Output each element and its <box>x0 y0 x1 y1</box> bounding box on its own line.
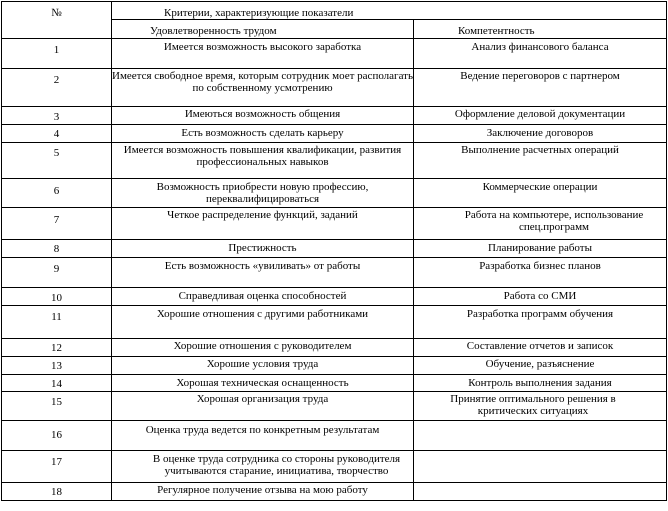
satisfaction-criterion: Справедливая оценка способностей <box>112 288 414 306</box>
competence-criterion: Разработка программ обучения <box>414 306 667 339</box>
satisfaction-criterion: Регулярное получение отзыва на мою работу <box>112 483 414 501</box>
table-row <box>2 240 667 258</box>
competence-criterion <box>414 483 667 501</box>
row-number: 6 <box>2 179 112 208</box>
competence-criterion: Работа на компьютере, использование спец.программ <box>414 208 667 240</box>
row-number: 13 <box>2 357 112 375</box>
satisfaction-criterion: Имеется свободное время, которым сотрудник моет располагать по собственному усмотрению <box>112 69 414 107</box>
table-row <box>2 451 667 483</box>
competence-criterion: Контроль выполнения задания <box>414 375 667 392</box>
row-number: 4 <box>2 125 112 143</box>
header-satisfaction: Удовлетворенность трудом <box>112 20 414 39</box>
header-competence: Компетентность <box>414 20 667 39</box>
row-number: 17 <box>2 451 112 483</box>
satisfaction-criterion: Имеется возможность высокого заработка <box>112 39 414 69</box>
table-row <box>2 339 667 357</box>
row-number: 10 <box>2 288 112 306</box>
header-criteria: Критерии, характеризующие показатели <box>112 2 667 20</box>
row-number: 5 <box>2 143 112 179</box>
table-row <box>2 39 667 69</box>
satisfaction-criterion: Престижность <box>112 240 414 258</box>
table-row <box>2 107 667 125</box>
satisfaction-criterion: Хорошие условия труда <box>112 357 414 375</box>
row-number: 15 <box>2 392 112 421</box>
satisfaction-criterion: В оценке труда сотрудника со стороны руководителя учитываются старание, инициатива, творчество <box>112 451 414 483</box>
competence-criterion: Разработка бизнес планов <box>414 258 667 288</box>
competence-criterion: Коммерческие операции <box>414 179 667 208</box>
row-number: 18 <box>2 483 112 501</box>
competence-criterion: Обучение, разъяснение <box>414 357 667 375</box>
table-row <box>2 483 667 501</box>
satisfaction-criterion: Оценка труда ведется по конкретным результатам <box>112 421 414 451</box>
competence-criterion: Анализ финансового баланса <box>414 39 667 69</box>
satisfaction-criterion: Хорошие отношения с руководителем <box>112 339 414 357</box>
satisfaction-criterion: Есть возможность «увиливать» от работы <box>112 258 414 288</box>
row-number: 7 <box>2 208 112 240</box>
competence-criterion: Принятие оптимального решения в критических ситуациях <box>414 392 667 421</box>
table-row <box>2 143 667 179</box>
competence-criterion: Ведение переговоров с партнером <box>414 69 667 107</box>
satisfaction-criterion: Есть возможность сделать карьеру <box>112 125 414 143</box>
row-number: 14 <box>2 375 112 392</box>
row-number: 1 <box>2 39 112 69</box>
header-number: № <box>2 2 112 39</box>
table-row <box>2 306 667 339</box>
row-number: 12 <box>2 339 112 357</box>
table-row <box>2 357 667 375</box>
table-row <box>2 125 667 143</box>
competence-criterion <box>414 421 667 451</box>
table-row <box>2 208 667 240</box>
competence-criterion: Заключение договоров <box>414 125 667 143</box>
row-number: 16 <box>2 421 112 451</box>
competence-criterion <box>414 451 667 483</box>
satisfaction-criterion: Хорошая техническая оснащенность <box>112 375 414 392</box>
row-number: 9 <box>2 258 112 288</box>
satisfaction-criterion: Хорошие отношения с другими работниками <box>112 306 414 339</box>
table-row <box>2 179 667 208</box>
competence-criterion: Работа со СМИ <box>414 288 667 306</box>
satisfaction-criterion: Хорошая организация труда <box>112 392 414 421</box>
table-row <box>2 288 667 306</box>
competence-criterion: Выполнение расчетных операций <box>414 143 667 179</box>
criteria-table <box>1 1 667 501</box>
row-number: 8 <box>2 240 112 258</box>
row-number: 2 <box>2 69 112 107</box>
table-row <box>2 69 667 107</box>
table-row <box>2 392 667 421</box>
header-row-1 <box>2 2 667 20</box>
satisfaction-criterion: Четкое распределение функций, заданий <box>112 208 414 240</box>
table-row <box>2 375 667 392</box>
table-row <box>2 421 667 451</box>
row-number: 11 <box>2 306 112 339</box>
satisfaction-criterion: Возможность приобрести новую профессию, переквалифицироваться <box>112 179 414 208</box>
competence-criterion: Планирование работы <box>414 240 667 258</box>
satisfaction-criterion: Имеються возможность общения <box>112 107 414 125</box>
row-number: 3 <box>2 107 112 125</box>
competence-criterion: Оформление деловой документации <box>414 107 667 125</box>
competence-criterion: Составление отчетов и записок <box>414 339 667 357</box>
table-row <box>2 258 667 288</box>
satisfaction-criterion: Имеется возможность повышения квалификации, развития профессиональных навыков <box>112 143 414 179</box>
